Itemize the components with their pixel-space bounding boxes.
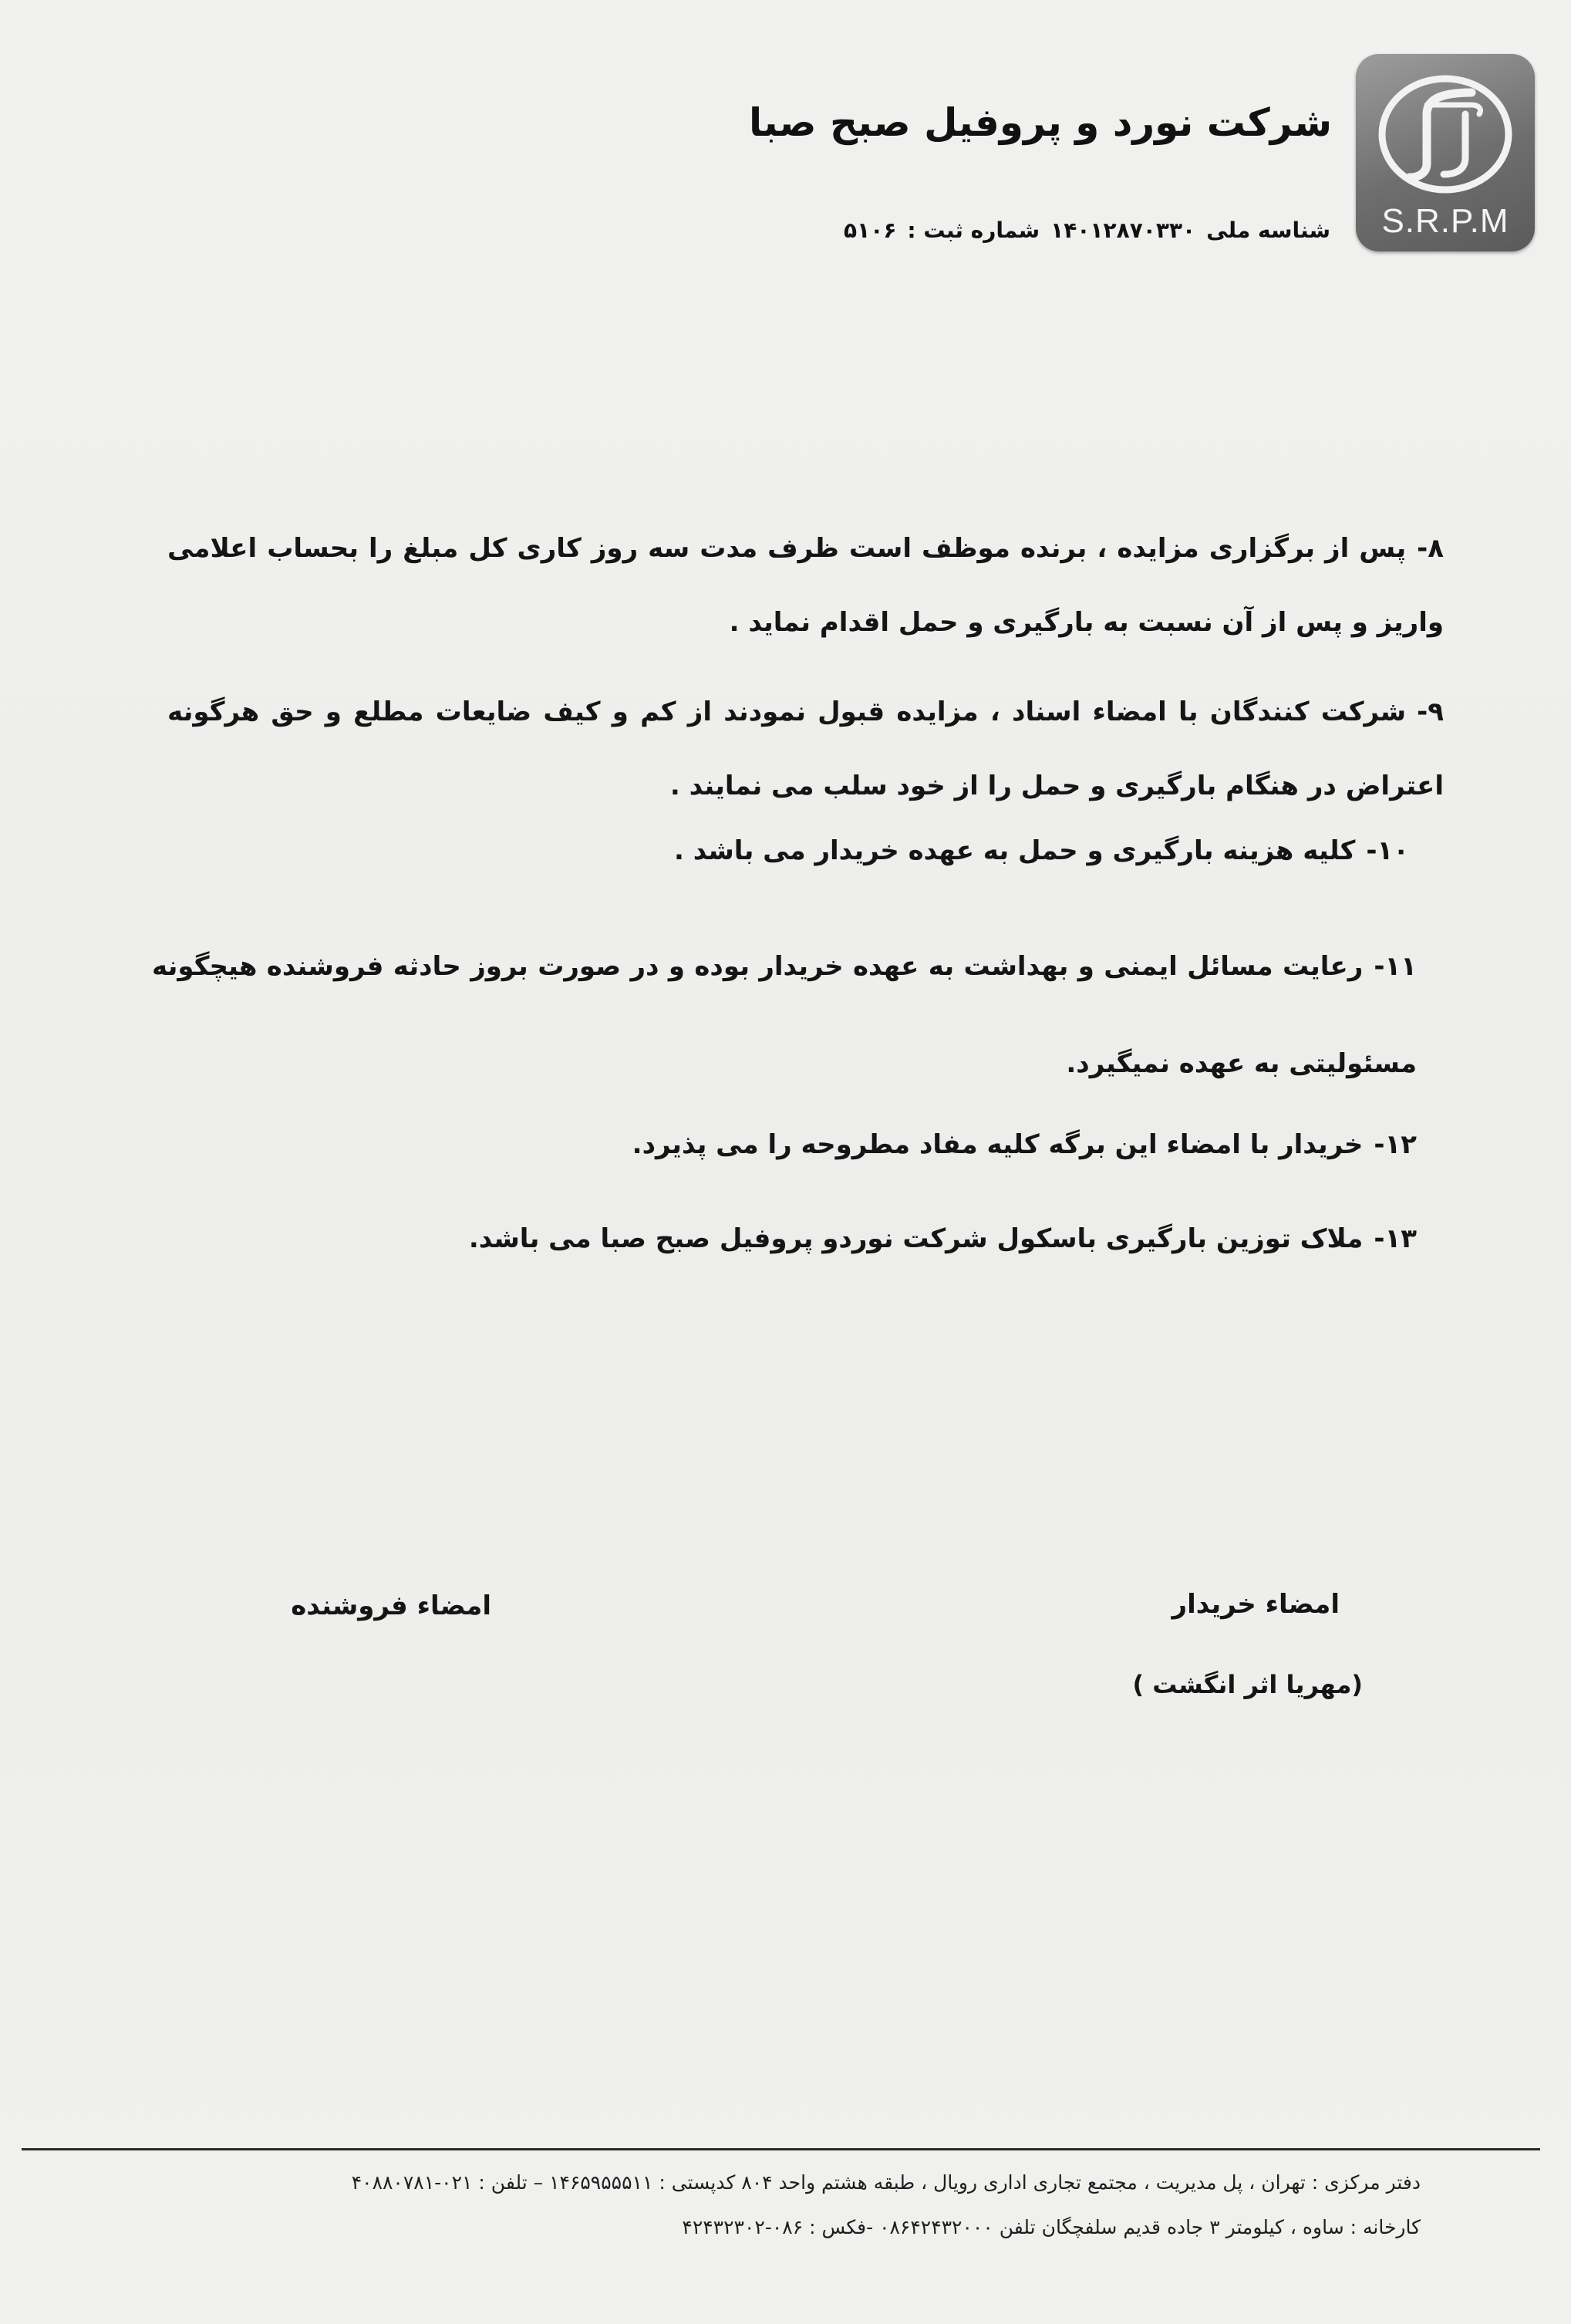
clause-text: کلیه هزینه بارگیری و حمل به عهده خریدار می باشد . (673, 835, 1356, 866)
national-id: ۱۴۰۱۲۸۷۰۳۳۰ (1050, 218, 1196, 243)
clause-number: ۱۰- (1366, 835, 1409, 866)
clause-text: خریدار با امضاء این برگه کلیه مفاد مطروحه را می پذیرد. (632, 1129, 1364, 1160)
buyer-signature-note: (مهریا اثر انگشت ) (1132, 1670, 1363, 1699)
clause-number: ۱۱- (1374, 951, 1417, 982)
clause-number: ۱۳- (1374, 1223, 1417, 1254)
registration-label: شماره ثبت : (907, 218, 1040, 243)
footer-factory-address: کارخانه : ساوه ، کیلومتر ۳ جاده قدیم سلفچگان تلفن ۰۸۶۴۲۴۳۲۰۰۰ -فکس : ۰۸۶-۴۲۴۳۲۳۰۲ (682, 2216, 1421, 2238)
clause-number: ۸- (1417, 533, 1444, 564)
footer-divider (22, 2148, 1540, 2150)
buyer-signature-label: امضاء خریدار (1172, 1589, 1340, 1620)
clause-number: ۹- (1417, 697, 1444, 727)
national-id-label: شناسه ملی (1206, 218, 1330, 243)
clause-text: پس از برگزاری مزایده ، برنده موظف است ظرف مدت سه روز کاری کل مبلغ را بحساب اعلامی واریز و پس از آن نسبت به بارگیری و حمل اقدام نماید . (167, 533, 1444, 638)
clause-10 (329, 814, 1409, 888)
clause-11 (152, 918, 1417, 1112)
clause-text: ملاک توزین بارگیری باسکول شرکت نوردو پروفیل صبح صبا می باشد. (468, 1223, 1364, 1254)
clause-text: شرکت کنندگان با امضاء اسناد ، مزایده قبول نمودند از کم و کیف ضایعات مطلع و حق هرگونه اعتراض در هنگام بارگیری و حمل را از خود سلب می نمایند . (167, 697, 1444, 801)
logo-emblem-icon (1356, 54, 1535, 208)
company-logo (1356, 54, 1535, 251)
clause-8 (167, 511, 1444, 659)
clause-12 (337, 1108, 1417, 1182)
footer-office-address: دفتر مرکزی : تهران ، پل مدیریت ، مجتمع تجاری اداری رویال ، طبقه هشتم واحد ۸۰۴ کدپستی : ۱۴۶۵۹۵۵۵۱۱ – تلفن : ۰۲۱-۴۰۸۸۰۷۸۱ (351, 2171, 1421, 2194)
seller-signature-label: امضاء فروشنده (291, 1590, 491, 1621)
clause-9 (167, 675, 1444, 823)
registration-number: ۵۱۰۶ (844, 218, 897, 243)
clause-13 (337, 1202, 1417, 1276)
company-name: شرکت نورد و پروفیل صبح صبا (749, 100, 1332, 145)
logo-text: S.R.P.M (1381, 202, 1509, 240)
clause-number: ۱۲- (1374, 1129, 1417, 1160)
company-identifiers (833, 218, 1330, 243)
clause-text: رعایت مسائل ایمنی و بهداشت به عهده خریدار بوده و در صورت بروز حادثه فروشنده هیچگونه مسئولیتی به عهده نمیگیرد. (152, 951, 1417, 1079)
